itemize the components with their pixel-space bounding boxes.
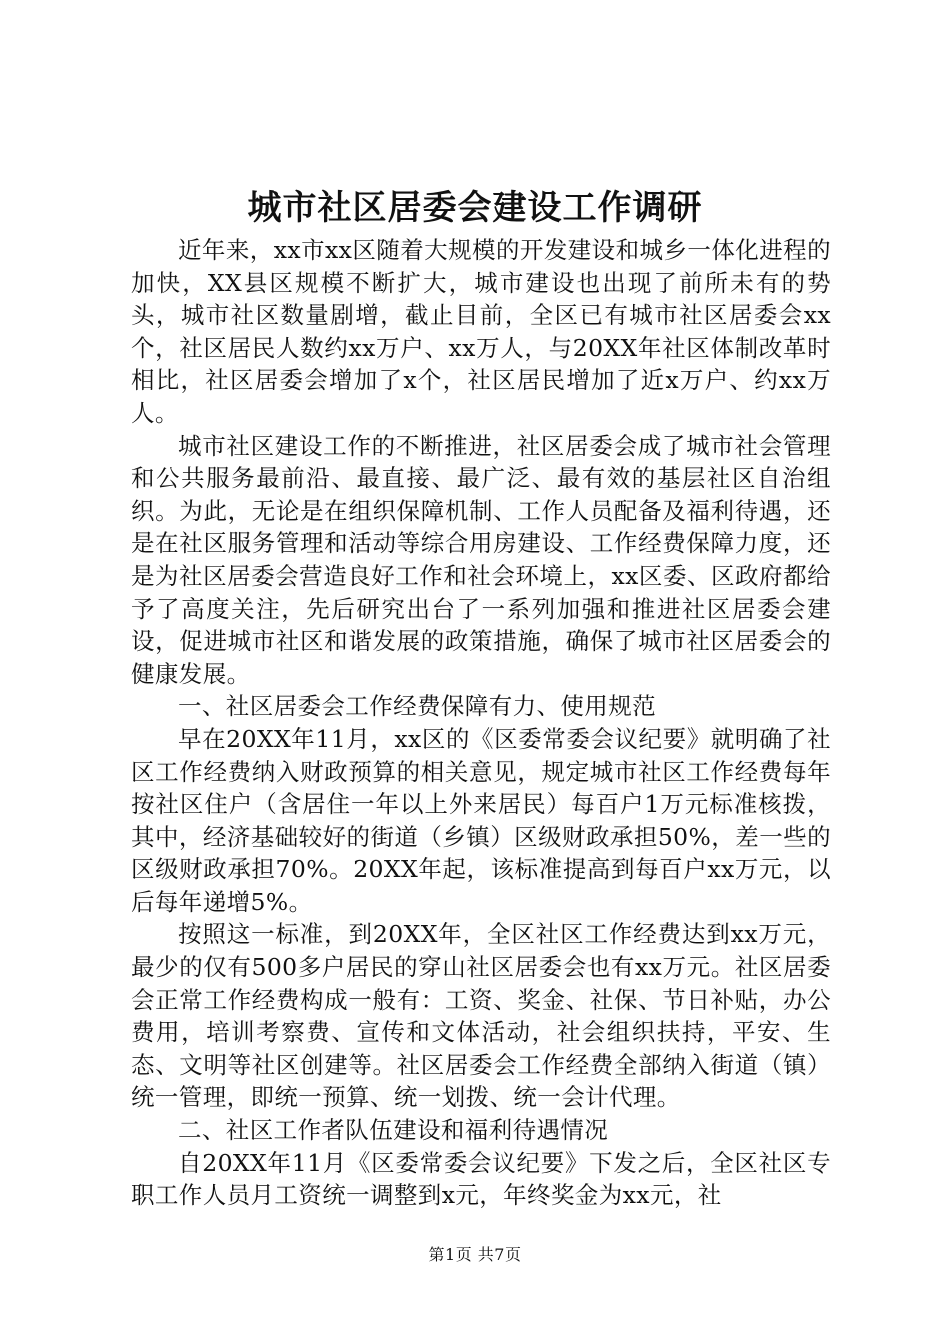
section-heading-workforce: 二、社区工作者队伍建设和福利待遇情况 — [178, 1116, 609, 1145]
page-number-footer: 第1页 共7页 — [428, 1245, 522, 1264]
paragraph-funding-policy: 早在20XX年11月，xx区的《区委常委会议纪要》就明确了社区工作经费纳入财政预算的相关意见，规定城市社区工作经费每年按社区住户（含居住一年以上外来居民）每百户1万元标准核拨，其中，经济基础较好的街道（乡镇）区级财政承担50%，差一些的区级财政承担70%。20XX年起，该标准提高到每百户xx万元，以后每年递增5%。 — [131, 724, 831, 916]
paragraph-funding-standard: 按照这一标准，到20XX年，全区社区工作经费达到xx万元，最少的仅有500多户居民的穿山社区居委会也有xx万元。社区居委会正常工作经费构成一般有：工资、奖金、社保、节日补贴，办公费用，培训考察费、宣传和文体活动，社会组织扶持，平安、生态、文明等社区创建等。社区居委会工作经费全部纳入街道（镇）统一管理，即统一预算、统一划拨、统一会计代理。 — [131, 920, 831, 1112]
section-heading-funding: 一、社区居委会工作经费保障有力、使用规范 — [178, 692, 656, 721]
document-title: 城市社区居委会建设工作调研 — [247, 188, 703, 228]
document-body — [131, 234, 831, 1212]
paragraph-intro: 近年来，xx市xx区随着大规模的开发建设和城乡一体化进程的加快，XX县区规模不断扩大，城市建设也出现了前所未有的势头，城市社区数量剧增，截止目前，全区已有城市社区居委会xx个，社区居民人数约xx万户、xx万人，与20XX年社区体制改革时相比，社区居委会增加了x个，社区居民增加了近x万户、约xx万人。 — [131, 236, 831, 427]
paragraph-workforce-salary: 自20XX年11月《区委常委会议纪要》下发之后，全区社区专职工作人员月工资统一调整到x元，年终奖金为xx元，社 — [131, 1148, 831, 1210]
paragraph-community-building: 城市社区建设工作的不断推进，社区居委会成了城市社会管理和公共服务最前沿、最直接、最广泛、最有效的基层社区自治组织。为此，无论是在组织保障机制、工作人员配备及福利待遇，还是在社区服务管理和活动等综合用房建设、工作经费保障力度，还是为社区居委会营造良好工作和社会环境上，xx区委、区政府都给予了高度关注，先后研究出台了一系列加强和推进社区居委会建设，促进城市社区和谐发展的政策措施，确保了城市社区居委会的健康发展。 — [131, 431, 831, 688]
